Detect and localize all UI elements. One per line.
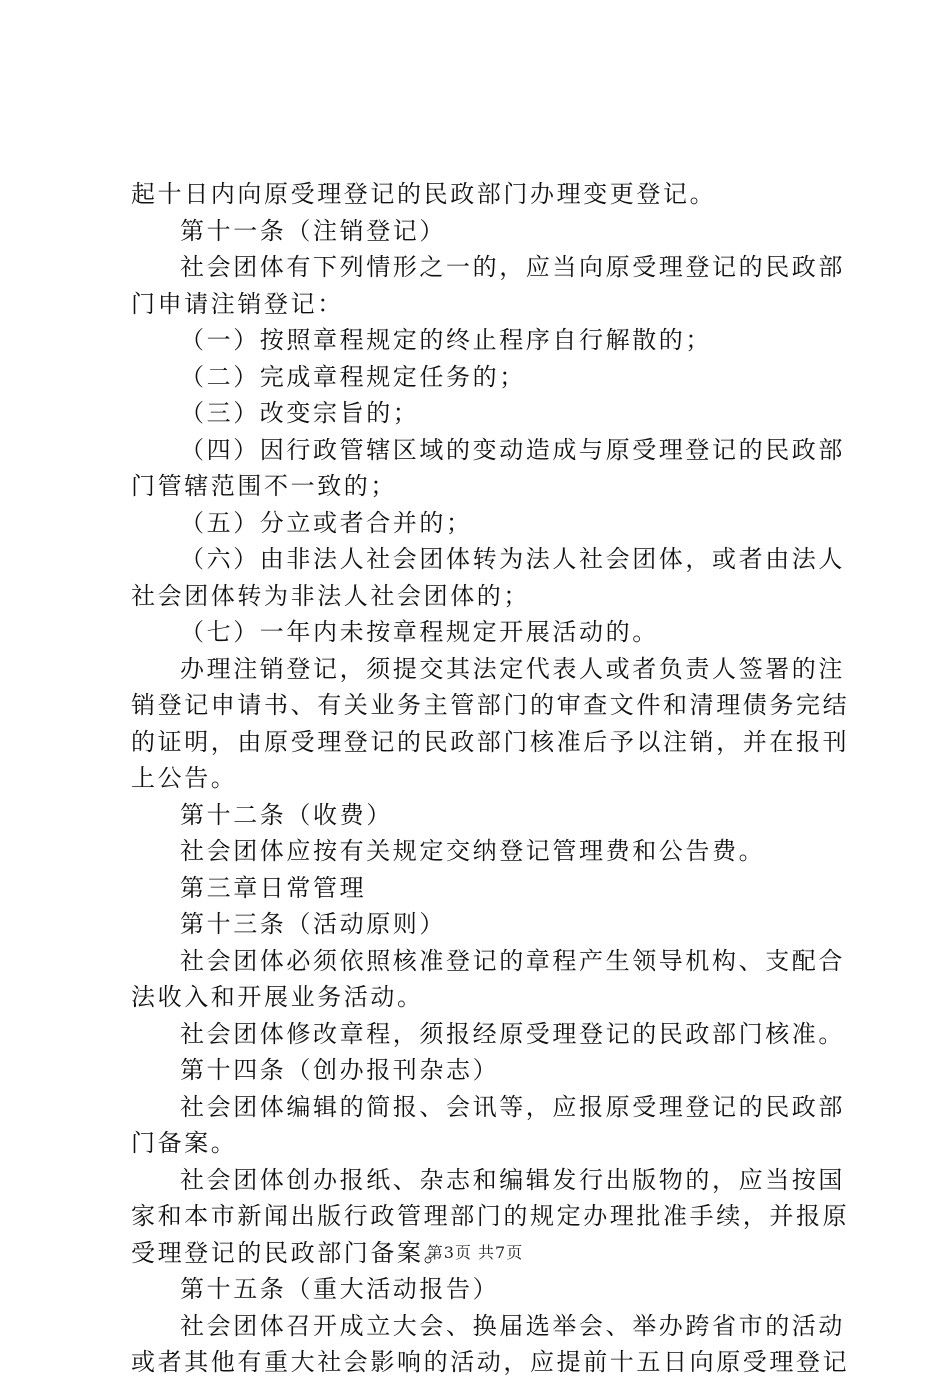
text-line: 第十三条（活动原则） — [180, 910, 446, 938]
text-line: （二）完成章程规定任务的； — [180, 362, 526, 391]
document-body — [131, 176, 850, 1381]
text-line: 第十二条（收费） — [180, 800, 393, 829]
text-line: 社会团体修改章程，须报经原受理登记的民政部门核准。 — [180, 1019, 845, 1048]
text-line: 社会团体应按有关规定交纳登记管理费和公告费。 — [180, 837, 766, 865]
page-number-footer: 第3页 共7页 — [426, 1243, 524, 1262]
text-line: 社会团体创办报纸、杂志和编辑发行出版物的，应当按国 — [180, 1165, 845, 1194]
text-line: 第三章日常管理 — [180, 873, 367, 902]
text-line: 上公告。 — [131, 764, 238, 792]
text-line: 或者其他有重大社会影响的活动，应提前十五日向原受理登记 — [131, 1348, 850, 1376]
text-line: （四）因行政管辖区域的变动造成与原受理登记的民政部 — [180, 435, 845, 464]
text-line: 门备案。 — [131, 1129, 238, 1157]
text-line: 社会团体转为非法人社会团体的； — [131, 581, 530, 610]
text-line: （七）一年内未按章程规定开展活动的。 — [180, 618, 659, 646]
text-line: 第十四条（创办报刊杂志） — [180, 1056, 500, 1084]
text-line: 的证明，由原受理登记的民政部门核准后予以注销，并在报刊 — [131, 727, 850, 756]
text-line: （一）按照章程规定的终止程序自行解散的； — [180, 326, 712, 354]
text-line: 门管辖范围不一致的； — [131, 472, 397, 500]
text-line: （三）改变宗旨的； — [180, 399, 420, 427]
text-line: 办理注销登记，须提交其法定代表人或者负责人签署的注 — [180, 654, 845, 683]
text-line: 社会团体编辑的简报、会讯等，应报原受理登记的民政部 — [180, 1092, 845, 1121]
text-line: 门申请注销登记： — [131, 289, 344, 318]
text-line: 第十一条（注销登记） — [180, 216, 446, 245]
text-line: （五）分立或者合并的； — [180, 508, 473, 537]
text-line: 销登记申请书、有关业务主管部门的审查文件和清理债务完结 — [131, 691, 850, 719]
text-line: 起十日内向原受理登记的民政部门办理变更登记。 — [131, 180, 717, 208]
text-line: 第十五条（重大活动报告） — [180, 1275, 500, 1303]
text-line: 法收入和开展业务活动。 — [131, 983, 424, 1011]
text-line: （六）由非法人社会团体转为法人社会团体，或者由法人 — [180, 545, 845, 573]
text-line: 家和本市新闻出版行政管理部门的规定办理批准手续，并报原 — [131, 1202, 850, 1230]
text-line: 社会团体召开成立大会、换届选举会、举办跨省市的活动 — [180, 1311, 845, 1340]
text-line: 社会团体必须依照核准登记的章程产生领导机构、支配合 — [180, 946, 845, 975]
text-line: 社会团体有下列情形之一的，应当向原受理登记的民政部 — [180, 253, 845, 281]
text-line: 受理登记的民政部门备案。 — [131, 1238, 451, 1267]
